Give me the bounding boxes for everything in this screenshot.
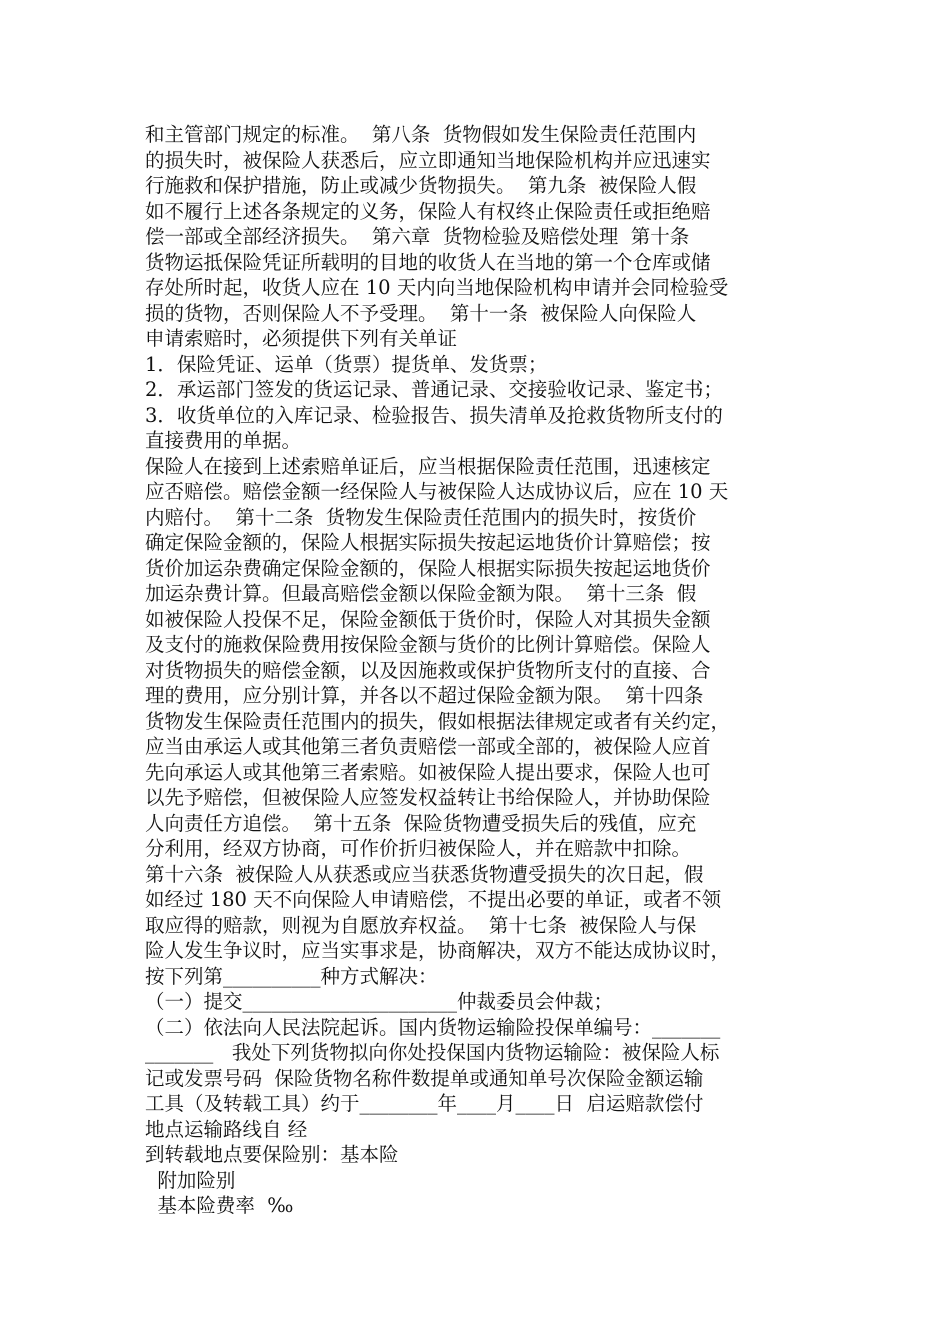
text-line: 及支付的施救保险费用按保险金额与货价的比例计算赔偿。保险人: [145, 633, 711, 656]
list-item: （一）提交______________________仲裁委员会仲裁；: [145, 990, 614, 1013]
text-line: 按下列第__________种方式解决：: [145, 964, 438, 988]
text-line: 直接费用的单据。: [145, 429, 302, 452]
text-line: 先向承运人或其他第三者索赔。如被保险人提出要求，保险人也可: [145, 760, 711, 784]
text-line: 内赔付。 第十二条 货物发生保险责任范围内的损失时，按货价: [145, 505, 697, 529]
text-line: 保险人在接到上述索赔单证后，应当根据保险责任范围，迅速核定: [145, 454, 711, 478]
text-line: 货物发生保险责任范围内的损失，假如根据法律规定或者有关约定，: [145, 709, 731, 733]
text-line: 如不履行上述各条规定的义务，保险人有权终止保险责任或拒绝赔: [145, 199, 711, 223]
text-line: 理的费用，应分别计算，并各以不超过保险金额为限。 第十四条: [145, 684, 704, 707]
text-line: 货价加运杂费确定保险金额的，保险人根据实际损失按起运地货价: [145, 556, 711, 580]
document-body: [145, 122, 810, 1219]
text-line: 取应得的赔款，则视为自愿放弃权益。 第十七条 被保险人与保: [145, 913, 697, 937]
text-line: 险人发生争议时，应当实事求是，协商解决，双方不能达成协议时，: [145, 939, 731, 962]
text-line: 基本险费率 ‰: [145, 1194, 294, 1217]
text-line: 应当由承运人或其他第三者负责赔偿一部或全部的，被保险人应首: [145, 735, 711, 758]
list-item: 2．承运部门签发的货运记录、普通记录、交接验收记录、鉴定书；: [145, 378, 723, 401]
text-line: 以先予赔偿，但被保险人应签发权益转让书给保险人，并协助保险: [145, 786, 711, 809]
text-line: 的损失时，被保险人获悉后，应立即通知当地保险机构并应迅速实: [145, 148, 711, 172]
text-line: 货物运抵保险凭证所载明的目地的收货人在当地的第一个仓库或储: [145, 250, 711, 274]
text-line: 损的货物，否则保险人不予受理。 第十一条 被保险人向保险人: [145, 301, 697, 325]
text-line: 和主管部门规定的标准。 第八条 货物假如发生保险责任范围内: [145, 123, 697, 146]
list-item: 3．收货单位的入库记录、检验报告、损失清单及抢救货物所支付的: [145, 403, 723, 427]
text-line: 偿一部或全部经济损失。 第六章 货物检验及赔偿处理 第十条: [145, 225, 690, 248]
text-line: _______ 我处下列货物拟向你处投保国内货物运输险：被保险人标: [145, 1041, 720, 1064]
text-line: 行施救和保护措施，防止或减少货物损失。 第九条 被保险人假: [145, 174, 697, 197]
text-line: 存处所时起，收货人应在 10 天内向当地保险机构申请并会同检验受: [145, 276, 729, 299]
text-line: 申请索赔时，必须提供下列有关单证: [145, 327, 458, 350]
text-line: 对货物损失的赔偿金额，以及因施救或保护货物所支付的直接、合: [145, 658, 711, 682]
text-line: 应否赔偿。赔偿金额一经保险人与被保险人达成协议后，应在 10 天: [145, 480, 729, 503]
text-line: 地点运输路线自 经: [145, 1117, 308, 1141]
text-line: 如被保险人投保不足，保险金额低于货价时，保险人对其损失金额: [145, 607, 711, 631]
text-line: 加运杂费计算。但最高赔偿金额以保险金额为限。 第十三条 假: [145, 582, 697, 605]
list-item: （二）依法向人民法院起诉。国内货物运输险投保单编号：_______: [145, 1015, 721, 1039]
text-line: 附加险别: [145, 1168, 236, 1192]
text-line: 分利用，经双方协商，可作价折归被保险人，并在赔款中扣除。: [145, 837, 692, 860]
text-line: 第十六条 被保险人从获悉或应当获悉货物遭受损失的次日起，假: [145, 862, 704, 886]
text-line: 到转载地点要保险别：基本险: [145, 1143, 399, 1166]
text-line: 确定保险金额的，保险人根据实际损失按起运地货价计算赔偿；按: [145, 531, 711, 554]
text-line: 记或发票号码 保险货物名称件数提单或通知单号次保险金额运输: [145, 1066, 704, 1090]
text-line: 工具（及转载工具）约于________年____月____日 启运赔款偿付: [145, 1092, 704, 1115]
text-line: 人向责任方追偿。 第十五条 保险货物遭受损失后的残值，应充: [145, 811, 697, 835]
list-item: 1．保险凭证、运单（货票）提货单、发货票；: [145, 352, 548, 376]
text-line: 如经过 180 天不向保险人申请赔偿，不提出必要的单证，或者不领: [145, 888, 722, 911]
